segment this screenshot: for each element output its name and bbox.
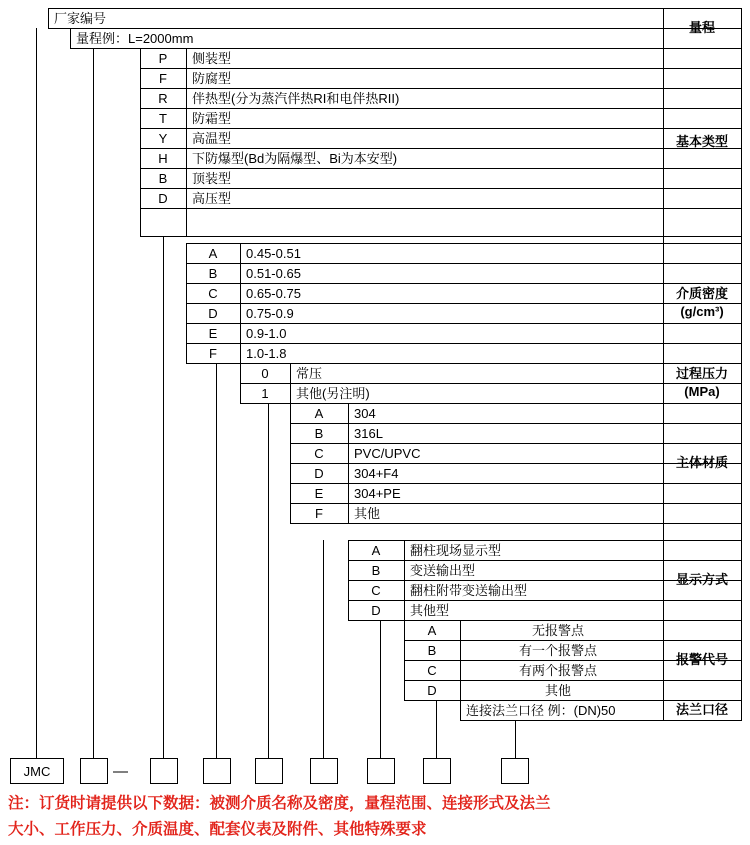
alarm-code-B: B xyxy=(427,642,437,658)
group-name-body-material: 主体材质 xyxy=(675,455,728,471)
pressure-desc-0: 常压 xyxy=(296,365,323,381)
group-name-range: 量程 xyxy=(688,20,715,36)
density-code-B: B xyxy=(208,265,218,281)
stem-density xyxy=(216,363,217,758)
group-name-display-mode: 显示方式 xyxy=(675,572,728,588)
group-name-medium-density-label: 介质密度 xyxy=(675,286,728,302)
model-box-range[interactable] xyxy=(80,758,108,784)
model-separator: — xyxy=(113,763,128,780)
material-code-F: F xyxy=(315,505,323,521)
material-code-A: A xyxy=(314,405,324,421)
density-desc-E: 0.9-1.0 xyxy=(246,325,287,341)
desc-D: 高压型 xyxy=(192,190,232,206)
code-R: R xyxy=(158,90,168,106)
display-desc-C: 翻柱附带变送输出型 xyxy=(410,582,528,598)
row-label-manufacturer: 厂家编号 xyxy=(54,10,107,26)
group-name-process-pressure-unit: (MPa) xyxy=(684,384,720,399)
display-code-B: B xyxy=(371,562,381,578)
stem-basic-type xyxy=(163,236,164,758)
group-name-medium-density-unit: (g/cm³) xyxy=(680,304,724,319)
group-name-process-pressure xyxy=(663,363,741,403)
pressure-desc-1: 其他(另注明) xyxy=(296,385,370,401)
desc-R: 伴热型(分为蒸汽伴热RI和电伴热RII) xyxy=(192,90,400,106)
code-F: F xyxy=(159,70,167,86)
density-code-D: D xyxy=(208,305,218,321)
alarm-code-A: A xyxy=(427,622,437,638)
group-name-flange-diameter: 法兰口径 xyxy=(675,702,728,718)
row-rule xyxy=(140,208,742,209)
display-desc-A: 翻柱现场显示型 xyxy=(410,542,502,558)
group-name-basic-type: 基本类型 xyxy=(675,134,728,150)
model-box-flange[interactable] xyxy=(501,758,529,784)
code-H: H xyxy=(158,150,168,166)
material-code-E: E xyxy=(314,485,324,501)
model-box-density[interactable] xyxy=(203,758,231,784)
alarm-code-C: C xyxy=(427,662,437,678)
stem-range xyxy=(93,48,94,758)
density-code-C: C xyxy=(208,285,218,301)
material-code-D: D xyxy=(314,465,324,481)
desc-B: 顶装型 xyxy=(192,170,232,186)
group-name-medium-density xyxy=(663,243,741,363)
material-desc-D: 304+F4 xyxy=(354,465,399,481)
stem-manufacturer xyxy=(36,28,37,758)
material-desc-F: 其他 xyxy=(354,505,381,521)
density-desc-D: 0.75-0.9 xyxy=(246,305,294,321)
stem-flange xyxy=(515,720,516,758)
stem-pressure xyxy=(268,403,269,758)
flange-desc: 连接法兰口径 例：(DN)50 xyxy=(466,702,616,718)
density-desc-C: 0.65-0.75 xyxy=(246,285,301,301)
material-code-B: B xyxy=(314,425,324,441)
material-desc-B: 316L xyxy=(354,425,383,441)
density-desc-F: 1.0-1.8 xyxy=(246,345,287,361)
display-code-D: D xyxy=(371,602,381,618)
model-box-display[interactable] xyxy=(367,758,395,784)
material-desc-A: 304 xyxy=(354,405,376,421)
display-desc-D: 其他型 xyxy=(410,602,450,618)
desc-T: 防霜型 xyxy=(192,110,232,126)
display-code-C: C xyxy=(371,582,381,598)
display-code-A: A xyxy=(371,542,381,558)
model-box-pressure[interactable] xyxy=(255,758,283,784)
border-right xyxy=(741,8,742,720)
model-box-prefix[interactable]: JMC xyxy=(10,758,64,784)
material-desc-E: 304+PE xyxy=(354,485,401,501)
group-name-process-pressure-label: 过程压力 xyxy=(675,366,728,382)
alarm-desc-D: 其他 xyxy=(544,682,571,698)
group-name-alarm-code: 报警代号 xyxy=(675,652,728,668)
density-desc-B: 0.51-0.65 xyxy=(246,265,301,281)
model-box-alarm[interactable] xyxy=(423,758,451,784)
order-note-line-2: 大小、工作压力、介质温度、配套仪表及附件、其他特殊要求 xyxy=(8,821,427,838)
desc-P: 侧装型 xyxy=(192,50,232,66)
stem-material xyxy=(323,540,324,758)
stem-alarm xyxy=(436,700,437,758)
alarm-desc-A: 无报警点 xyxy=(531,622,584,638)
desc-Y: 高温型 xyxy=(192,130,232,146)
code-T: T xyxy=(159,110,167,126)
order-note-line-1: 注：订货时请提供以下数据：被测介质名称及密度，量程范围、连接形式及法兰 xyxy=(8,795,551,812)
alarm-code-D: D xyxy=(427,682,437,698)
row-rule xyxy=(290,523,742,524)
pressure-code-1: 1 xyxy=(261,385,269,401)
desc-F: 防腐型 xyxy=(192,70,232,86)
code-B: B xyxy=(158,170,168,186)
model-box-material[interactable] xyxy=(310,758,338,784)
density-code-F: F xyxy=(209,345,217,361)
material-desc-C: PVC/UPVC xyxy=(354,445,421,461)
material-code-C: C xyxy=(314,445,324,461)
alarm-desc-B: 有一个报警点 xyxy=(518,642,597,658)
stem-display xyxy=(380,620,381,758)
model-box-basic-type[interactable] xyxy=(150,758,178,784)
code-D: D xyxy=(158,190,168,206)
pressure-code-0: 0 xyxy=(261,365,269,381)
density-code-E: E xyxy=(208,325,218,341)
alarm-desc-C: 有两个报警点 xyxy=(518,662,597,678)
row-rule-spacer xyxy=(140,236,742,237)
display-desc-B: 变送输出型 xyxy=(410,562,476,578)
row-rule xyxy=(460,720,742,721)
code-Y: Y xyxy=(158,130,168,146)
density-code-A: A xyxy=(208,245,218,261)
density-desc-A: 0.45-0.51 xyxy=(246,245,301,261)
code-P: P xyxy=(158,50,168,66)
desc-H: 下防爆型(Bd为隔爆型、Bi为本安型) xyxy=(192,150,398,166)
row-label-range-example: 量程例：L=2000mm xyxy=(76,30,194,46)
